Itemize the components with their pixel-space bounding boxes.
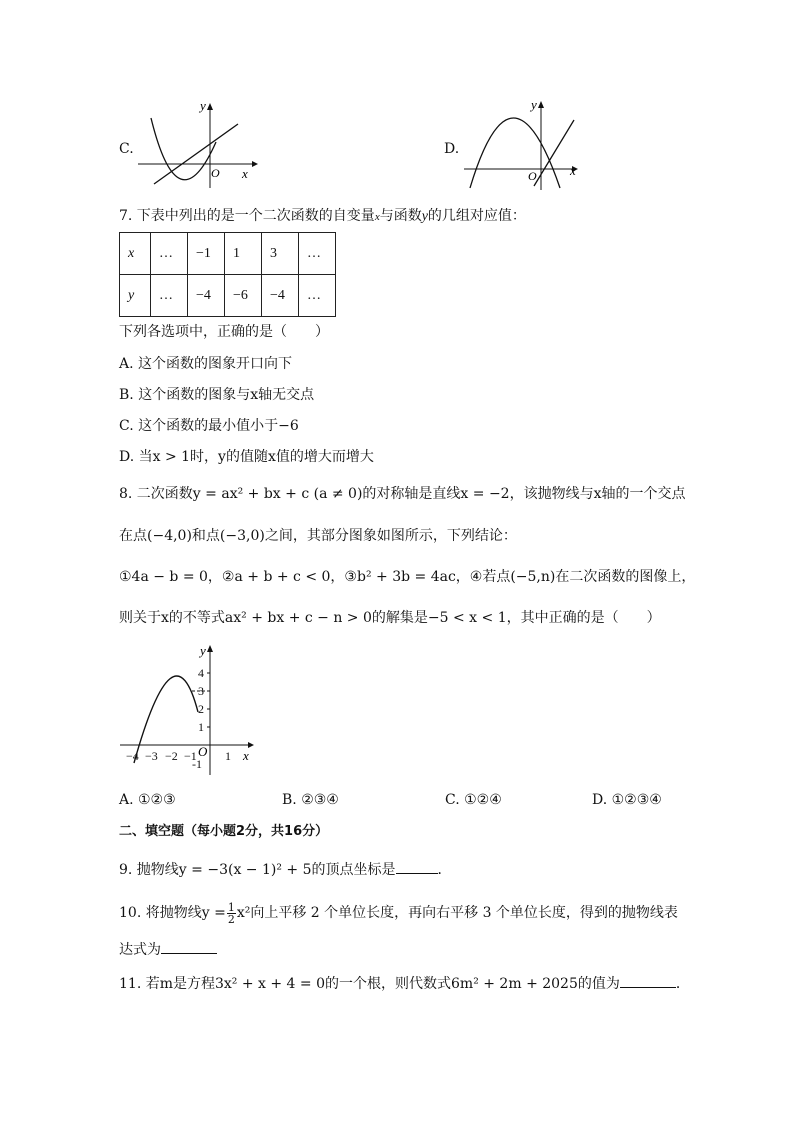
graph-d-parabola	[470, 118, 560, 188]
q7-prompt: 下列各选项中，正确的是（ ）	[119, 324, 329, 340]
q8-graph-ytick: 2	[198, 702, 204, 716]
option-d-label: D.	[444, 141, 460, 157]
q10-answer-blank[interactable]	[161, 939, 217, 954]
table-cell: −6	[225, 275, 262, 317]
table-cell: −4	[262, 275, 299, 317]
q8-graph	[118, 640, 263, 780]
q10-frac-num: 1	[227, 900, 235, 914]
q11-text	[119, 973, 690, 994]
q7-stem-a: 7. 下表中列出的是一个二次函数的自变量	[119, 208, 375, 224]
graph-c-axis-y: y	[200, 98, 206, 113]
table-cell: …	[151, 275, 188, 317]
graph-c-origin: O	[211, 166, 220, 180]
table-cell: −1	[188, 233, 225, 275]
q7-var-x: x	[374, 211, 380, 223]
table-cell: 3	[262, 233, 299, 275]
q7-option-b[interactable]: B. 这个函数的图象与x轴无交点	[119, 387, 315, 403]
graph-d	[462, 98, 587, 192]
q8-line-1: 8. 二次函数y = ax² + bx + c (a ≠ 0)的对称轴是直线x = −2，该抛物线与x轴的一个交点	[119, 486, 686, 502]
q8-option-d[interactable]: D. ①②③④	[592, 792, 662, 808]
q10-fraction	[227, 902, 236, 925]
graph-d-origin: O	[528, 169, 537, 183]
q8-graph-xtick: −1	[184, 749, 197, 763]
q9-answer-blank[interactable]	[396, 859, 438, 874]
q7-stem-c: 的几组对应值：	[427, 208, 526, 224]
table-cell: …	[299, 233, 336, 275]
q8-graph-ytick: 4	[198, 666, 204, 680]
q8-option-a[interactable]: A. ①②③	[119, 792, 176, 808]
table-cell: −4	[188, 275, 225, 317]
q8-graph-origin: O	[198, 744, 208, 759]
q7-option-c[interactable]: C. 这个函数的最小值小于−6	[119, 418, 299, 434]
q8-option-c[interactable]: C. ①②④	[445, 792, 502, 808]
q10-line-2	[119, 939, 217, 960]
q10-frac-den: 2	[227, 912, 235, 926]
table-cell: x	[120, 233, 151, 275]
table-row	[120, 275, 336, 317]
q8-graph-ytick: 3	[198, 684, 204, 698]
table-row	[120, 233, 336, 275]
option-c-label: C.	[119, 141, 134, 157]
q8-line-3: ①4a − b = 0，②a + b + c < 0，③b² + 3b = 4ac，④若点(−5,n)在二次函数的图像上，	[119, 569, 696, 585]
q7-option-d[interactable]: D. 当x > 1时，y的值随x值的增大而增大	[119, 449, 374, 465]
q10-text-b: x²向上平移 2 个单位长度，再向右平移 3 个单位长度，得到的抛物线表	[236, 905, 678, 921]
q8-option-b[interactable]: B. ②③④	[282, 792, 339, 808]
q10-line-2-text: 达式为	[119, 942, 161, 958]
graph-d-axis-x: x	[570, 163, 576, 178]
q11-text-a: 11. 若m是方程3x² + x + 4 = 0的一个根，则代数式6m² + 2m + 2025的值为	[119, 976, 620, 992]
graph-d-axis-y: y	[531, 98, 537, 112]
q10-line-1	[119, 900, 678, 926]
q8-graph-xtick: 1	[225, 749, 231, 763]
q8-graph-axis-y: y	[200, 643, 206, 658]
graph-d-axes	[464, 101, 578, 190]
q8-graph-xtick: −2	[165, 749, 178, 763]
q7-var-y: y	[421, 209, 428, 224]
q8-graph-axis-x: x	[243, 748, 249, 763]
q11-answer-blank[interactable]	[620, 973, 676, 988]
q11-text-b: ．	[675, 976, 690, 992]
graph-c-parabola	[151, 118, 216, 180]
graph-c-axis-x: x	[242, 166, 248, 181]
table-cell: 1	[225, 233, 262, 275]
table-cell: …	[151, 233, 188, 275]
q7-stem	[119, 206, 526, 227]
table-cell: …	[299, 275, 336, 317]
graph-d-line	[534, 120, 574, 186]
q9-text-a: 9. 抛物线y = −3(x − 1)² + 5的顶点坐标是	[119, 862, 396, 878]
q8-graph-xtick: −4	[126, 749, 139, 763]
q9-text-b: ．	[437, 862, 452, 878]
section-title: 二、填空题（每小题2分，共16分）	[119, 824, 329, 839]
q8-line-4: 则关于x的不等式ax² + bx + c − n > 0的解集是−5 < x < 1，其中正确的是（ ）	[119, 610, 661, 626]
q10-text-a: 10. 将抛物线y =	[119, 905, 226, 921]
q7-stem-b: 与函数	[379, 208, 422, 224]
q7-value-table	[119, 232, 336, 317]
q8-graph-ytick: 1	[198, 720, 204, 734]
q9-text	[119, 859, 452, 880]
graph-c	[136, 98, 261, 190]
q8-graph-ytick: -1	[192, 757, 202, 771]
q7-option-a[interactable]: A. 这个函数的图象开口向下	[119, 356, 293, 372]
q8-graph-xtick: −3	[145, 749, 158, 763]
graph-c-axes	[138, 103, 258, 188]
table-cell: y	[120, 275, 151, 317]
q8-line-2: 在点(−4,0)和点(−3,0)之间，其部分图象如图所示，下列结论：	[119, 528, 517, 544]
